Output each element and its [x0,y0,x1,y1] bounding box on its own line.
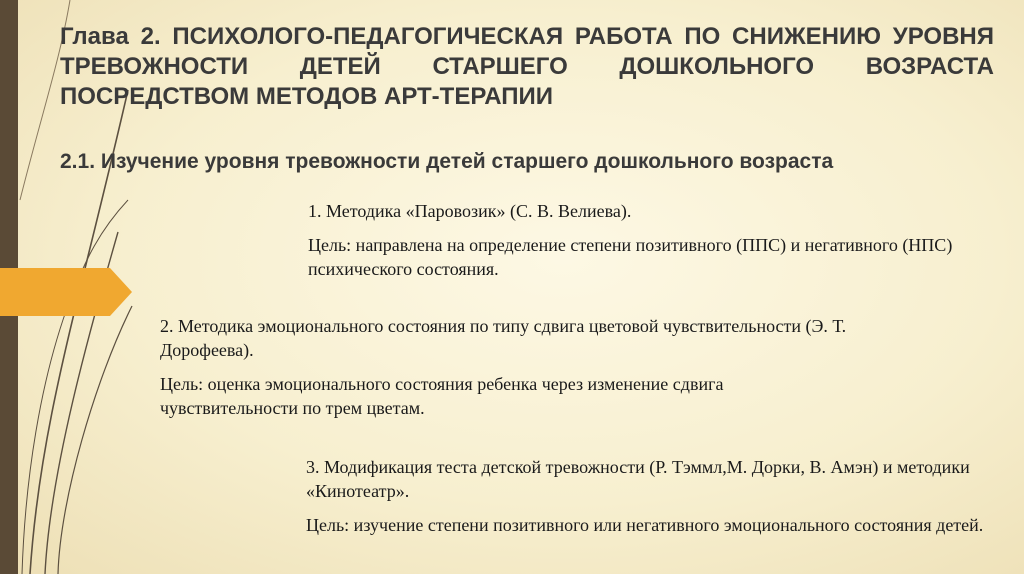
section-subtitle: 2.1. Изучение уровня тревожности детей старшего дошкольного возраста [60,150,834,173]
method-name: 1. Методика «Паровозик» (С. В. Велиева). [308,201,632,221]
method-block-1 [308,199,1018,281]
method-goal: Цель: направлена на определение степени позитивного (ППС) и негативного (НПС) психического состояния. [308,235,953,279]
method-name: 3. Модификация теста детской тревожности (Р. Тэммл,М. Дорки, В. Амэн) и методики «Кинотеатр». [306,457,970,501]
slide-title: Глава 2. ПСИХОЛОГО-ПЕДАГОГИЧЕСКАЯ РАБОТА ПО СНИЖЕНИЮ УРОВНЯ ТРЕВОЖНОСТИ ДЕТЕЙ СТАРШЕГО ДОШКОЛЬНОГО ВОЗРАСТА ПОСРЕДСТВОМ МЕТОДОВ АРТ-ТЕРАПИИ [60,23,994,110]
method-goal: Цель: оценка эмоционального состояния ребенка через изменение сдвига чувствительности по трем цветам. [160,374,724,418]
method-block-2 [160,314,860,420]
method-block-3 [306,455,1018,537]
method-goal: Цель: изучение степени позитивного или негативного эмоционального состояния детей. [306,515,984,535]
orange-arrow-shape [0,268,132,316]
method-name: 2. Методика эмоционального состояния по типу сдвига цветовой чувствительности (Э. Т. Дорофеева). [160,316,847,360]
